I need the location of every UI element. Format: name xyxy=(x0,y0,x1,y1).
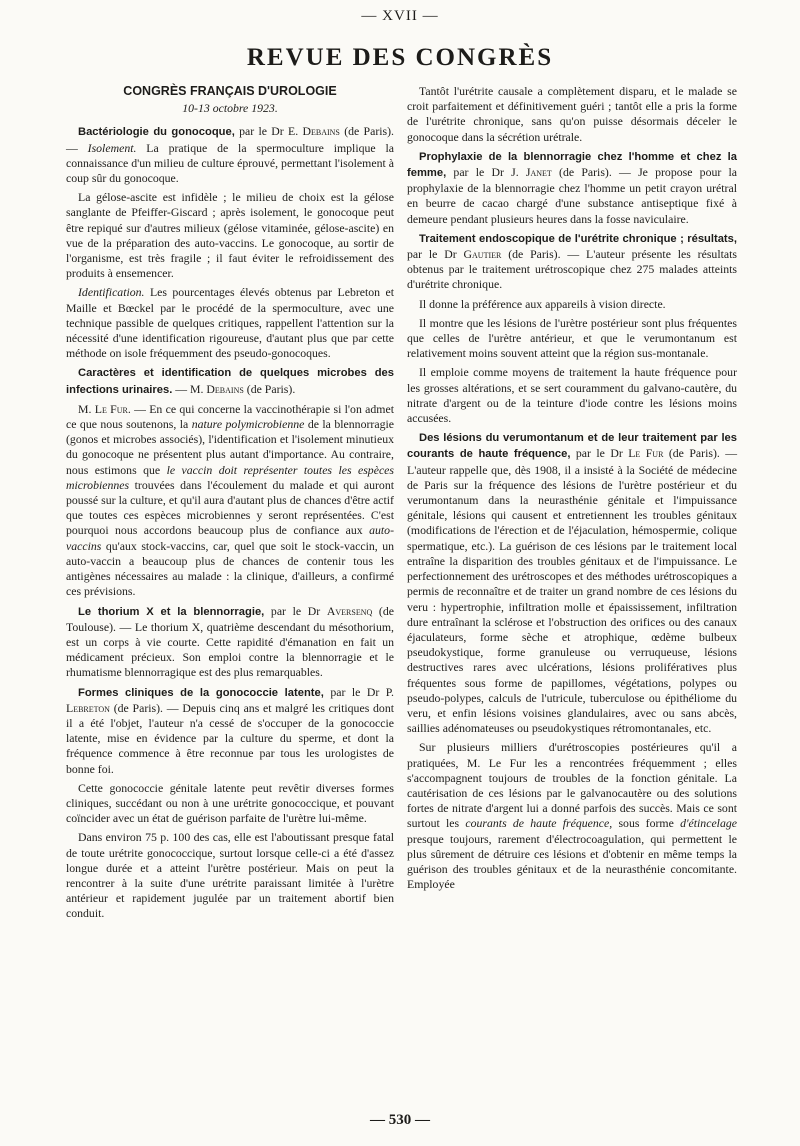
paragraph xyxy=(66,604,394,681)
paragraph-text: L'auteur rappelle que, dès 1908, il a insisté à la Société de médecine de Paris sur la fréquence des lésions de l'urètre postérieur et du verumontanum dans la neurasthénie génitale et l'impuissance génitale, lésions qui causent et entretiennent les troubles génitaux (modifications de l'érection et de l'éjaculation, hémospermie, colique spermatique, etc.). La guérison de ces lésions par le traitement local entraîne la disparition des troubles génitaux et de l'impuissance. Le perfectionnement des urétroscopes et des méthodes urétroscopiques a permis de reconnaître et de traiter un grand nombre de ces lésions du veru : hypertrophie, infiltration molle et épaississement, infiltration dure entraînant la sclérose et l'obstruction des orifices ou des canaux éjaculateurs, forme sèche et atrophique, œdème bulbeux pseudokystique, forme granuleuse ou verruqueuse, lésions destructives rares avec ulcérations, lésions prolifératives plus fréquentes sous forme de papillomes, végétations, polypes ou pseudo-polypes, calculs de l'utricule, tuberculose ou épithéliome du veru, et enfin lésions voisines glandulaires, avec ou sans abcès, saillies adénomateuses ou pseudokystiques rétromontanales, etc. xyxy=(407,462,737,736)
paragraph-text: L'auteur présente les résultats obtenus par le traitement urétroscopique chez 275 malades atteints d'urétrite chronique. xyxy=(407,247,737,292)
paragraph xyxy=(407,740,737,892)
author-name: Debains xyxy=(302,124,340,139)
subheading: Isolement. xyxy=(87,140,137,155)
right-paragraphs xyxy=(407,84,737,892)
paragraph xyxy=(407,297,737,312)
paragraph-text: Les pourcentages élevés obtenus par Lebreton et Maille et Bœckel par le procédé de la spermoculture, avec une technique passible de quelques critiques, rappellent l'attention sur la nécessité d'une identification rigoureuse, d'autant plus que par cette méthode on isole fréquemment des pseudo-gonocoques. xyxy=(66,285,395,361)
emphasis: auto-vaccins xyxy=(66,523,394,553)
paragraph-text: sous forme xyxy=(618,816,674,831)
paragraph-text: Il donne la préférence aux appareils à vision directe. xyxy=(419,296,666,311)
article-heading: Traitement endoscopique de l'urétrite chronique ; résultats, xyxy=(419,232,737,245)
right-column xyxy=(407,84,737,896)
author-name: Gautier xyxy=(463,247,502,262)
paragraph xyxy=(66,781,394,827)
author-suffix: (de Paris). xyxy=(246,381,296,396)
paragraph-text: qu'aux stock-vaccins, car, quel que soit le stock-vaccin, un auto-vaccin a beaucoup plus de chances de contenir tous les antigènes nécessaires au malade : la clinique, d'ailleurs, a confirmé ces prévisions. xyxy=(66,538,395,599)
article-heading: Caractères et identification de quelques microbes des infections urinaires. xyxy=(66,367,394,396)
author-suffix: (de Paris). — xyxy=(668,446,738,461)
paragraph xyxy=(66,190,394,281)
paragraph-text: Dans environ 75 p. 100 des cas, elle est l'aboutissant presque fatal de toute urétrite gonococcique, surtout lorsque celle-ci a été d'assez longue durée et a atteint l'urètre postérieur. Mais on peut la rencontrer à la suite d'une urétrite paraissant limitée à l'urètre antérieur et rapidement jugulée par un traitement abortif bien conduit. xyxy=(66,830,394,921)
paragraph-text: Il montre que les lésions de l'urètre postérieur sont plus fréquentes que celles de l'urètre antérieur, et que le verumontanum est relativement moins souvent atteint que la région sus-montanale. xyxy=(407,315,737,361)
article-heading: Bactériologie du gonocoque, xyxy=(78,126,235,139)
left-column xyxy=(66,84,394,926)
paragraph xyxy=(66,124,394,186)
author-suffix: (de Paris). — xyxy=(559,165,631,180)
running-folio: — XVII — xyxy=(361,8,439,24)
section-dates: 10-13 octobre 1923. xyxy=(182,101,278,116)
paragraph-text: presque toujours, rarement d'électrocoagulation, qui permettent le plus sûrement de détruire ces lésions et d'obtenir en même temps la guérison des troubles génitaux et de la neurasthénie concomitante. Employée xyxy=(407,831,737,892)
paragraph-text: Sur plusieurs milliers d'urétroscopies postérieures qu'il a pratiquées, M. Le Fur les a rencontrées fréquemment ; elles s'accompagnent toujours de troubles de la fonction génitale. La cautérisation de ces lésions par le galvanocautère ou des solutions fortes de nitrate d'argent lui a donné parfois des succès. Mais ce sont surtout les xyxy=(407,740,737,831)
author-suffix: (de Paris). — xyxy=(66,124,395,155)
page-title: REVUE DES CONGRÈS xyxy=(246,44,554,71)
author-prefix: par le Dr J. xyxy=(453,165,519,180)
author-prefix: par le Dr xyxy=(407,247,457,262)
author-prefix: par le Dr E. xyxy=(239,124,299,139)
article-heading: Des lésions du verumontanum et de leur traitement par les courants de haute fréquence, xyxy=(407,432,737,461)
paragraph-text: Depuis cinq ans et malgré les critiques dont il a été l'objet, l'auteur n'a cessé de s'occuper de la gonococcie latente, mise en évidence par la culture du sperme, et dont la fréquence commence à être reconnue par tous les urologistes de bonne foi. xyxy=(66,700,395,776)
author-name: Aversenq xyxy=(326,603,373,618)
author-prefix: M. xyxy=(78,401,92,416)
author-name: Debains xyxy=(206,381,244,396)
author-prefix: — M. xyxy=(175,381,204,396)
subheading: Identification. xyxy=(78,285,145,300)
emphasis: courants de haute fréquence, xyxy=(465,816,613,831)
paragraph xyxy=(66,830,394,921)
paragraph-text: Le thorium X, quatrième descendant du mésothorium, est un corps à vie courte. Cette rapidité d'émanation en fait un médicament précieux. Son emploi contre la blennorragie et le rhumatisme blennorragique est des plus remarquables. xyxy=(66,619,394,680)
article-heading: Formes cliniques de la gonococcie latente, xyxy=(78,686,324,699)
emphasis: d'étincelage xyxy=(680,816,737,831)
author-prefix: par le Dr P. xyxy=(330,684,395,699)
paragraph xyxy=(407,365,737,426)
paragraph xyxy=(407,316,737,362)
paragraph xyxy=(66,685,394,777)
author-prefix: par le Dr xyxy=(575,446,623,461)
paragraph-text: Il emploie comme moyens de traitement la haute fréquence pour les grosses altérations, et se sert couramment du galvano-cautère, du nitrate d'argent ou de la teinture d'iode contre les lésions moins accusées. xyxy=(407,365,737,426)
author-suffix: (de Paris). — xyxy=(508,247,580,262)
page-number: — 530 — xyxy=(370,1112,430,1128)
paragraph-text: La pratique de la spermoculture implique la connaissance d'un milieu de culture éprouvé, permettant l'isolement à coup sûr du gonocoque. xyxy=(66,140,394,186)
paragraph-text: de la blennorragie (gonos et microbes associés), l'identification et l'isolement minutieux du gonocoque ne présentent plus autant d'importance. Au contraire, nous estimons que xyxy=(66,417,394,477)
paragraph-text: — En ce qui concerne la vaccinothérapie si l'on admet ce que nous soutenons, la xyxy=(66,401,394,432)
author-suffix: (de Toulouse). — xyxy=(66,603,394,634)
article-heading: Prophylaxie de la blennorragie chez l'homme et chez la femme, xyxy=(407,150,737,180)
paragraph xyxy=(66,365,394,397)
left-paragraphs xyxy=(66,124,394,921)
paragraph xyxy=(66,402,394,600)
paragraph xyxy=(66,285,394,361)
author-suffix: (de Paris). — xyxy=(113,700,179,715)
paragraph-text: Je propose pour la prophylaxie de la blennorragie chez l'homme un petit crayon urétral en beurre de cacao chargé d'une substance antiseptique fixé à demeure pendant plusieurs heures dans la fosse naviculaire. xyxy=(407,165,738,226)
paragraph xyxy=(407,430,737,736)
paragraph xyxy=(407,231,737,293)
paragraph-text: trouvées dans l'écoulement du malade et qui auront poussé sur la culture, et qu'il aura d'autant plus de chances d'être actif que toutes ces espèces microbiennes y seront représentées. C'est pourquoi nous accordons beaucoup plus de confiance aux xyxy=(66,477,395,538)
paragraph-text: Tantôt l'urétrite causale a complètement disparu, et le malade se croit parfaitement et définitivement guéri ; tantôt elle a pris la forme de l'urétrite chronique, sans qu'on puisse désormais déceler le gonocoque dans la sécrétion urétrale. xyxy=(407,84,737,144)
article-heading: Le thorium X et la blennorragie, xyxy=(78,605,265,618)
author-name: Le Fur. xyxy=(94,401,131,416)
author-name: Lebreton xyxy=(66,700,110,715)
author-prefix: par le Dr xyxy=(270,603,321,618)
emphasis: le vaccin doit représenter toutes les espèces microbiennes xyxy=(66,462,395,492)
paragraph-text: La gélose-ascite est infidèle ; le milieu de choix est la gélose sanglante de Pfeiffer-Giscard ; après isolement, le gonocoque peut être repiqué sur d'autres milieux (gélose vitaminée, gélose-ascite) en vue de la préparation des auto-vaccins. Le gonocoque, au sortir de l'organisme, est très fragile ; il faut éviter le refroidissement des produits à ensemencer. xyxy=(66,190,394,281)
paragraph-text: Cette gonococcie génitale latente peut revêtir diverses formes cliniques, succédant ou non à une urétrite gonococcique, et pouvant coïncider avec un état de guérison parfaite de l'urètre lui-même. xyxy=(66,780,394,826)
paragraph xyxy=(407,84,737,145)
author-name: Janet xyxy=(525,165,552,180)
paragraph xyxy=(407,149,737,227)
emphasis: nature polymicrobienne xyxy=(191,417,305,432)
author-name: Le Fur xyxy=(628,446,664,461)
section-heading xyxy=(66,84,394,116)
section-title: CONGRÈS FRANÇAIS D'UROLOGIE xyxy=(123,84,337,98)
